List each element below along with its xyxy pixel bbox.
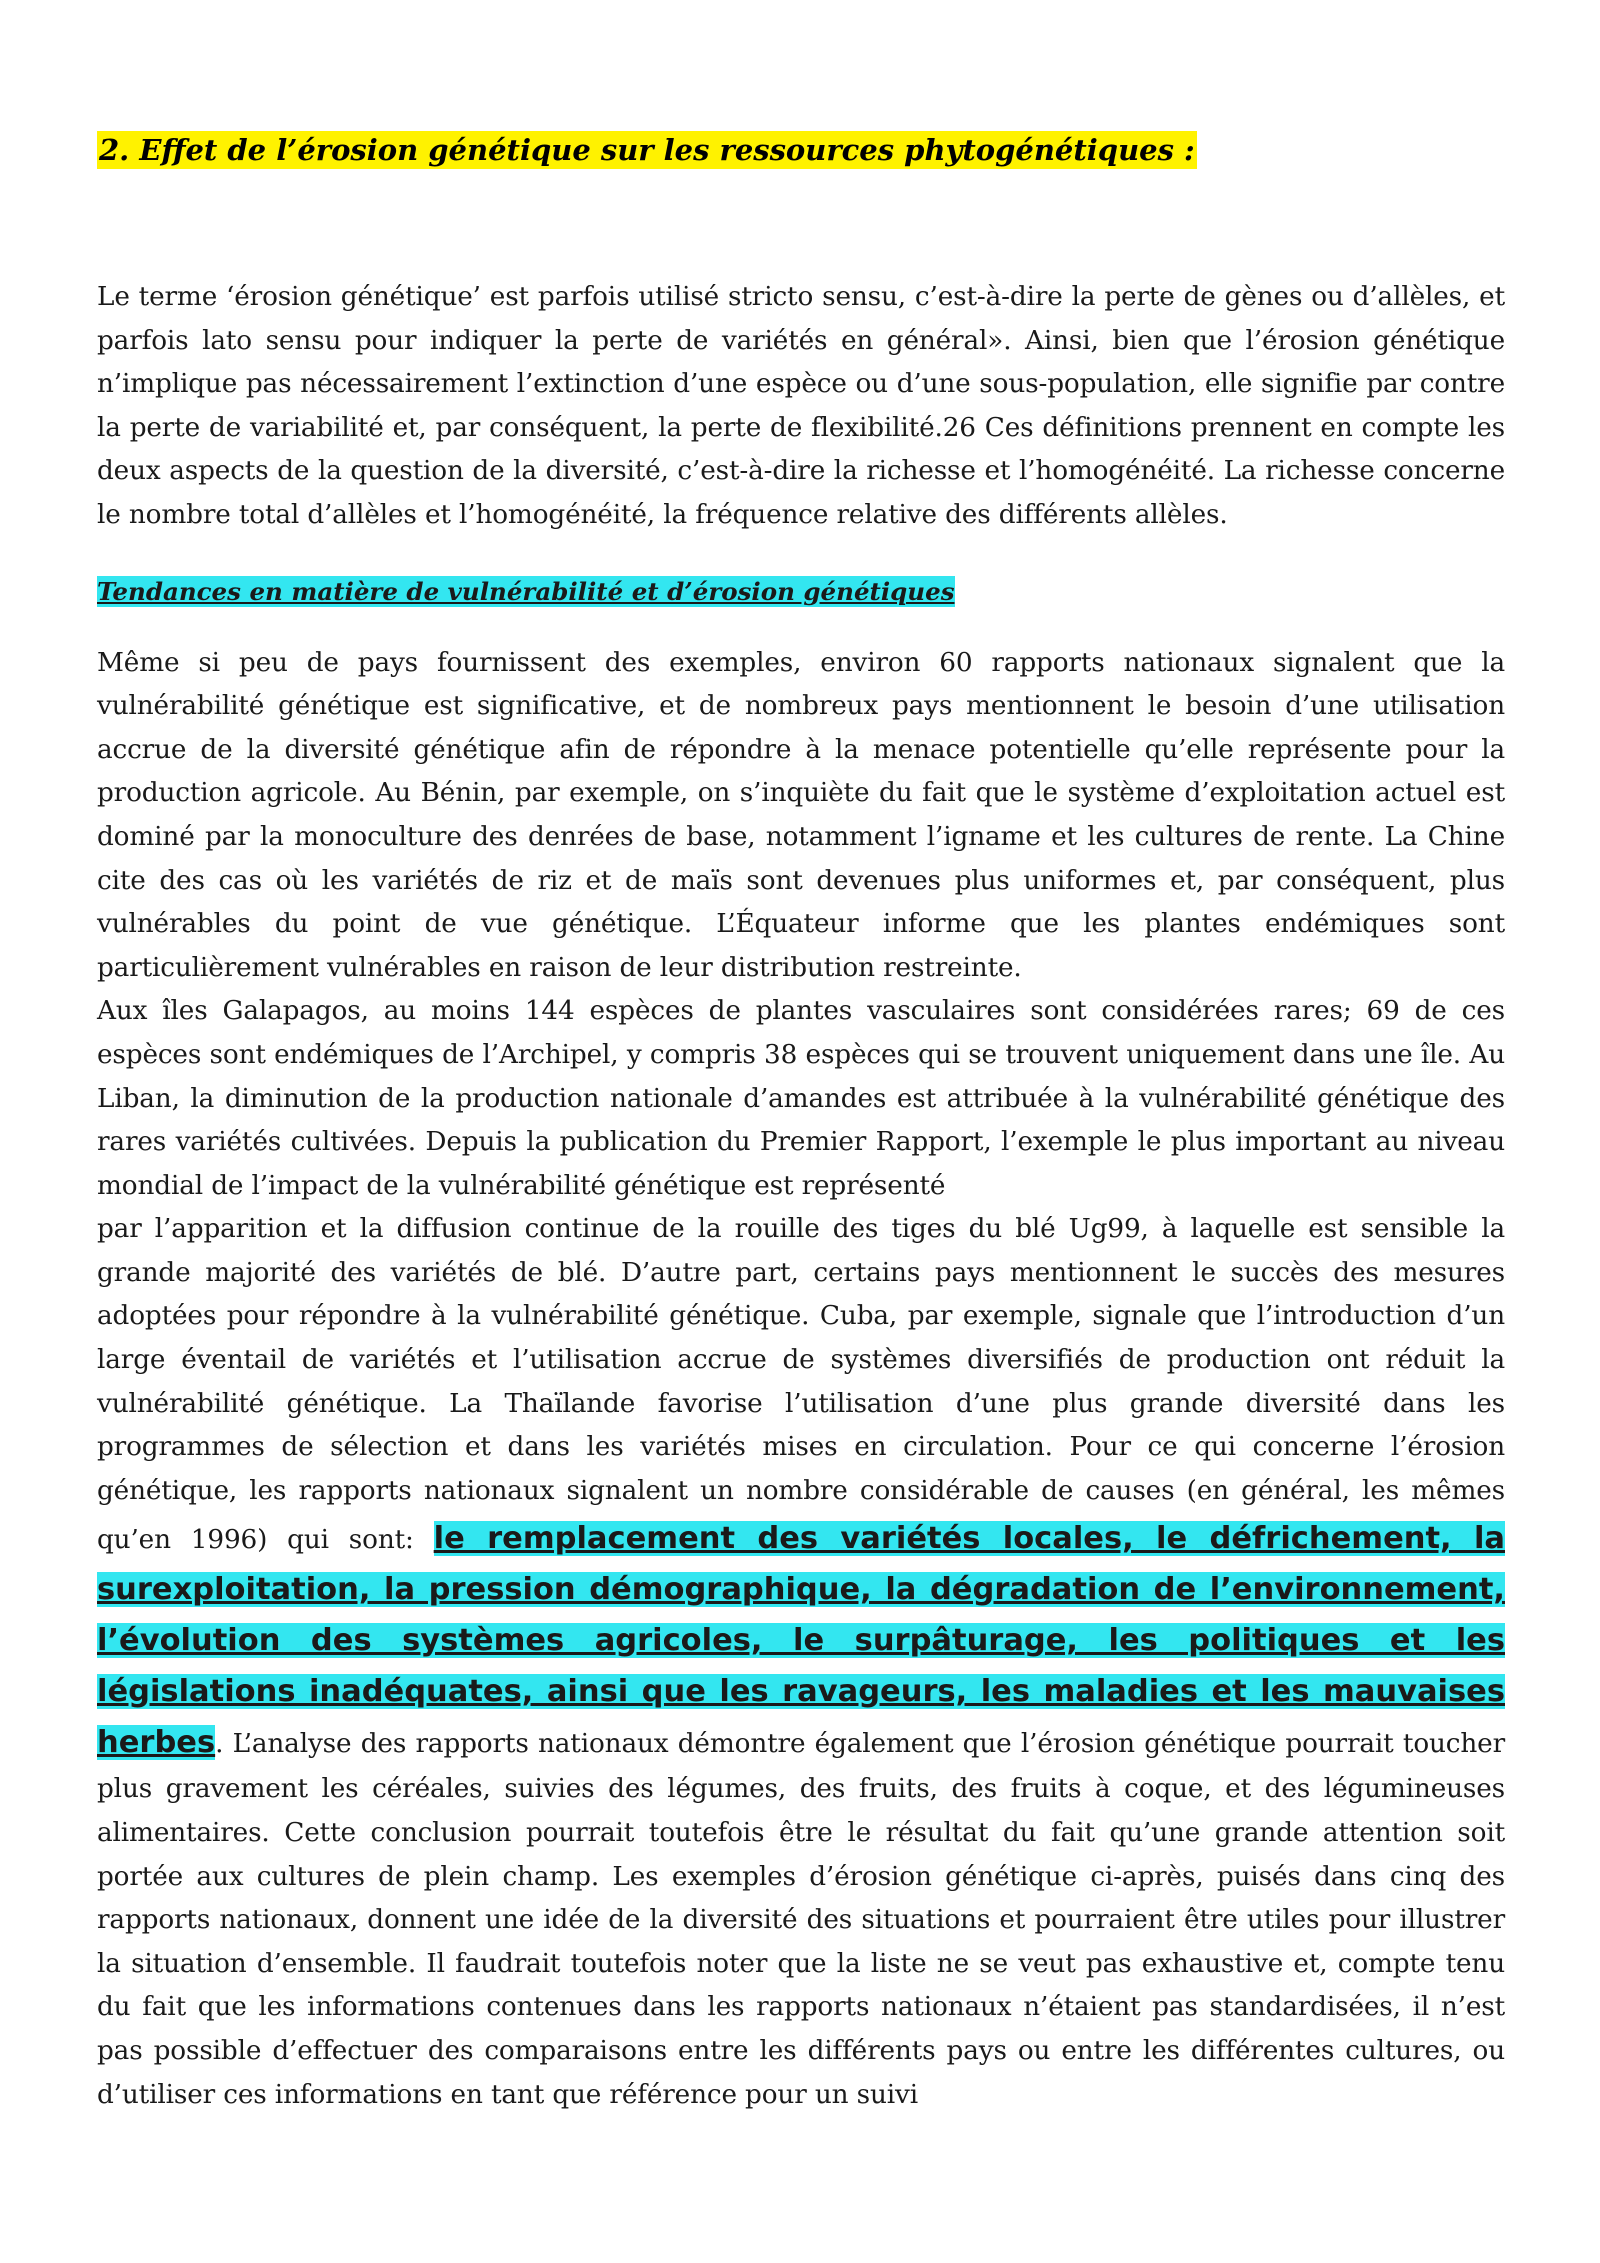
paragraph-examples-continued: par l’apparition et la diffusion continue de la rouille des tiges du blé Ug99, à laquelle est sensible la grande majorité des variétés de blé. D’autre part, certains pays mentionnent le succès des mesures adoptées pour répondre à la vulnérabilité génétique. Cuba, par exemple, signale que l’introduction d’un large éventail de variétés et l’utilisation accrue de systèmes diversifiés de production ont réduit la vulnérabilité génétique. La Thaïlande favorise l’utilisation d’une plus grande diversité dans les programmes de sélection et dans les variétés mises en circulation. Pour ce qui concerne l’érosion génétique, les rapports nationaux signalent un nombre considérable de causes (en général, les mêmes qu’en 1996) qui sont: [97, 1214, 1505, 1556]
intro-paragraph: Le terme ‘érosion génétique’ est parfois utilisé stricto sensu, c’est-à-dire la perte de gènes ou d’allèles, et parfois lato sensu pour indiquer la perte de variétés en général». Ainsi, bien que l’érosion génétique n’implique pas nécessairement l’extinction d’une espèce ou d’une sous-population, elle signifie par contre la perte de variabilité et, par conséquent, la perte de flexibilité.26 Ces définitions prennent en compte les deux aspects de la question de la diversité, c’est-à-dire la richesse et l’homogénéité. La richesse concerne le nombre total d’allèles et l’homogénéité, la fréquence relative des différents allèles. [97, 282, 1505, 530]
highlighted-causes: le remplacement des variétés locales, le défrichement, la surexploitation, la pression démographique, la dégradation de l’environnement, l’évolution des systèmes agricoles, le surpâturage, les politiques et les législations inadéquates, ainsi que les ravageurs, les maladies et les mauvaises herbes [97, 1521, 1505, 1761]
paragraph-examples [97, 990, 1505, 2117]
heading-highlight: 2. Effet de l’érosion génétique sur les ressources phytogénétiques : [99, 133, 1195, 167]
paragraph-examples-start: Aux îles Galapagos, au moins 144 espèces de plantes vasculaires sont considérées rares; 69 de ces espèces sont endémiques de l’Archipel, y compris 38 espèces qui se trouvent uniquement dans une île. Au Liban, la diminution de la production nationale d’amandes est attribuée à la vulnérabilité génétique des rares variétés cultivées. Depuis la publication du Premier Rapport, l’exemple le plus important au niveau mondial de l’impact de la vulnérabilité génétique est représenté [97, 996, 1505, 1201]
subsection-heading [97, 572, 1505, 612]
paragraph-examples-end: . L’analyse des rapports nationaux démontre également que l’érosion génétique pourrait toucher plus gravement les céréales, suivies des légumes, des fruits, des fruits à coque, et des légumineuses alimentaires. Cette conclusion pourrait toutefois être le résultat du fait qu’une grande attention soit portée aux cultures de plein champ. Les exemples d’érosion génétique ci-après, puisés dans cinq des rapports nationaux, donnent une idée de la diversité des situations et pourraient être utiles pour illustrer la situation d’ensemble. Il faudrait toutefois noter que la liste ne se veut pas exhaustive et, compte tenu du fait que les informations contenues dans les rapports nationaux n’étaient pas standardisées, il n’est pas possible d’effectuer des comparaisons entre les différents pays ou entre les différentes cultures, ou d’utiliser ces informations en tant que référence pour un suivi [97, 1729, 1505, 2110]
section-heading [97, 130, 1505, 170]
subheading-highlight: Tendances en matière de vulnérabilité et d’érosion génétiques [97, 576, 955, 606]
paragraph-vulnerability: Même si peu de pays fournissent des exemples, environ 60 rapports nationaux signalent que la vulnérabilité génétique est significative, et de nombreux pays mentionnent le besoin d’une utilisation accrue de la diversité génétique afin de répondre à la menace potentielle qu’elle représente pour la production agricole. Au Bénin, par exemple, on s’inquiète du fait que le système d’exploitation actuel est dominé par la monoculture des denrées de base, notamment l’igname et les cultures de rente. La Chine cite des cas où les variétés de riz et de maïs sont devenues plus uniformes et, par conséquent, plus vulnérables du point de vue génétique. L’Équateur informe que les plantes endémiques sont particulièrement vulnérables en raison de leur distribution restreinte. [97, 647, 1505, 983]
document-body [97, 130, 1505, 2117]
